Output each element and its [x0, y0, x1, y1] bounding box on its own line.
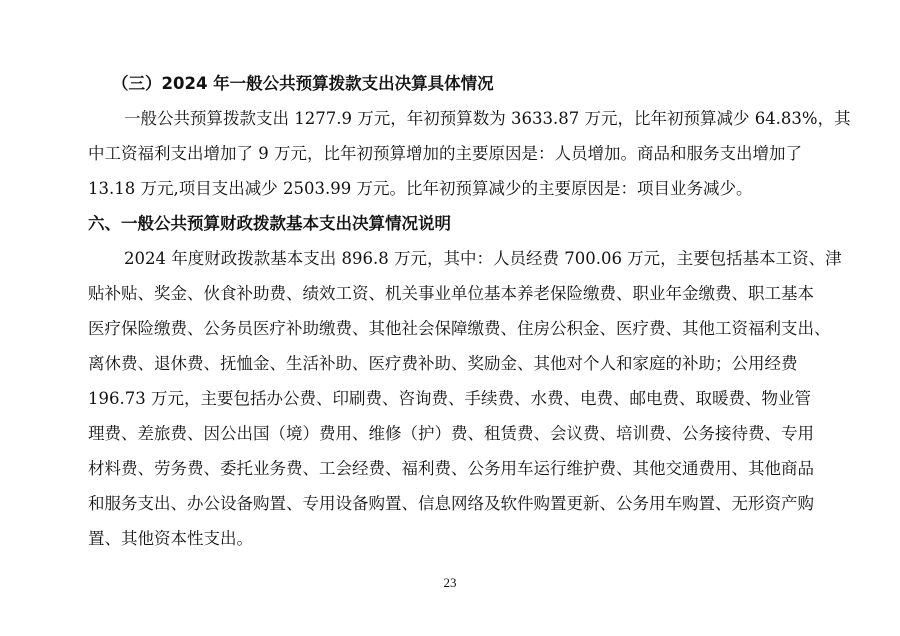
- paragraph-line: 置、其他资本性支出。: [88, 529, 253, 548]
- paragraph-line: 贴补贴、奖金、伙食补助费、绩效工资、机关事业单位基本养老保险缴费、职业年金缴费、职工基本: [88, 284, 814, 303]
- paragraph-line: 医疗保险缴费、公务员医疗补助缴费、其他社会保障缴费、住房公积金、医疗费、其他工资福利支出、: [88, 319, 831, 338]
- page-number: 23: [443, 575, 457, 590]
- paragraph-line: 一般公共预算拨款支出 1277.9 万元，年初预算数为 3633.87 万元，比年初预算减少 64.83%，其: [124, 109, 851, 128]
- paragraph-line: 离休费、退休费、抚恤金、生活补助、医疗费补助、奖励金、其他对个人和家庭的补助；公用经费: [88, 354, 798, 373]
- paragraph-line: 理费、差旅费、因公出国（境）费用、维修（护）费、租赁费、会议费、培训费、公务接待费、专用: [88, 424, 814, 443]
- paragraph-line: 和服务支出、办公设备购置、专用设备购置、信息网络及软件购置更新、公务用车购置、无形资产购: [88, 494, 814, 513]
- paragraph-line: 196.73 万元，主要包括办公费、印刷费、咨询费、手续费、水费、电费、邮电费、取暖费、物业管: [88, 389, 811, 408]
- section-heading: 六、一般公共预算财政拨款基本支出决算情况说明: [88, 214, 451, 233]
- paragraph-line: 2024 年度财政拨款基本支出 896.8 万元，其中：人员经费 700.06 万元，主要包括基本工资、津: [124, 249, 842, 268]
- paragraph-line: 13.18 万元,项目支出减少 2503.99 万元。比年初预算减少的主要原因是：项目业务减少。: [88, 179, 753, 198]
- paragraph-line: 中工资福利支出增加了 9 万元，比年初预算增加的主要原因是：人员增加。商品和服务支出增加了: [88, 144, 802, 163]
- paragraph-line: 材料费、劳务费、委托业务费、工会经费、福利费、公务用车运行维护费、其他交通费用、其他商品: [88, 459, 814, 478]
- subsection-heading: （三）2024 年一般公共预算拨款支出决算具体情况: [112, 74, 494, 93]
